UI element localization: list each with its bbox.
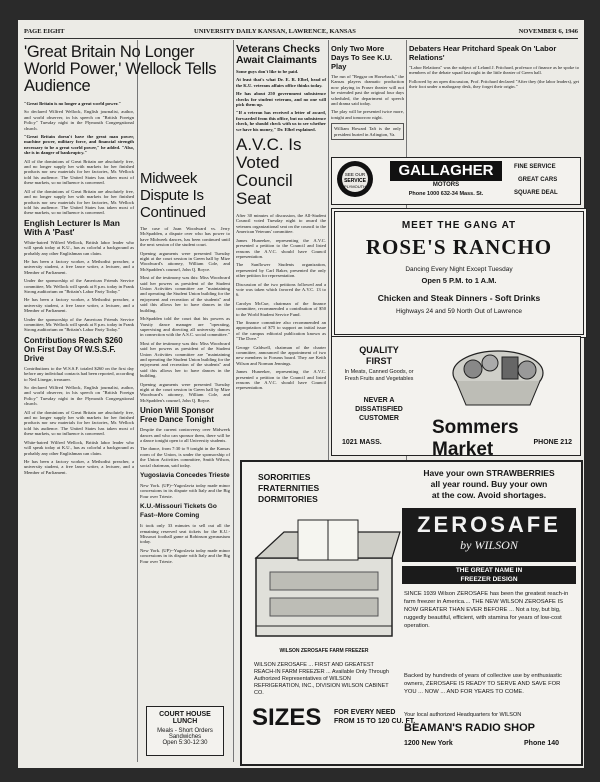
article-paragraph: "Labor Relations" was the subject of Leland J. Pritchard, professor of finance as he spoke to members of the debate squad last night in the little theater of Green hall.: [409, 65, 579, 76]
image-caption: WILSON ZEROSAFE FARM FREEZER: [279, 648, 369, 654]
list-item: FRATERNITIES: [258, 483, 320, 493]
article-paragraph: So declared Wilfred Wellock, English journalist, author, and world observer, in his speech on "British Foreign Policy" Tuesday night in the Plymouth Congregational church.: [24, 109, 134, 131]
dealer-note: Your local authorized Headquarters for WILSON: [404, 712, 522, 718]
article-paragraph: The run of "Beggar on Horseback," the Kansas players dramatic production now playing in Fraser theater will not be extended past the original four days scheduled, the department of speech and drama said today.: [331, 74, 404, 107]
freezer-illustration-icon: [250, 514, 398, 644]
headline-debaters: Debaters Hear Pritchard Speak On 'Labor Relations': [409, 44, 557, 62]
headline-midweek: Midweek Dispute Is Continued: [140, 170, 206, 221]
svg-text:SEE OUR: SEE OUR: [344, 172, 366, 177]
article-paragraph: The finance committee also recommended an appropriation of $75 to support an initial issue of the campus editorial publication known as "The Dove.": [236, 319, 326, 342]
ad-line: FINE SERVICE: [514, 164, 556, 170]
ad-body: Backed by hundreds of years of collective use by enthusiastic owners, ZEROSAFE IS READY TO SERVE AND SAVE FOR YOU ... NOW ... AND FOR YEARS TO COME.: [404, 673, 562, 695]
article-paragraph: William Howard Taft is the only president buried in Arlington, Va.: [331, 123, 404, 140]
subheadline: English Lecturer Is Man With A 'Past': [24, 217, 120, 237]
sizes-title: SIZES: [252, 704, 322, 731]
article-paragraph: "Great Britain doesn't have the great man power, machine power, military force, and financial strength necessary to be a great world power," he added. "Also, she is in danger of bankruptcy.": [24, 134, 134, 156]
article-paragraph: "Great Britain is no longer a great world power.": [24, 101, 121, 106]
article-paragraph: Under the sponsorship of the American Friends Service committee, Mr. Wellock will speak at 8 p.m. today in Frank Strong auditorium on "Britain's Labor Party Today.": [24, 278, 134, 294]
ad-address: 1021 MASS.: [342, 439, 382, 446]
article-paragraph: Followed by an open discussion, Prof. Pritchard declared "After they (the labor leaders), get their foot under a mahogany desk, they forget their origin.": [409, 78, 579, 90]
zerosafe-ad: [240, 460, 583, 766]
ad-line: Meals - Short Orders: [157, 728, 213, 734]
article-paragraph: He has been a factory worker, a Methodist preacher, a university student, a free lance writer, a lecturer, and a Member of Parliament.: [24, 458, 134, 475]
article-paragraph: At least that's what Dr. E. R. Elbel, head of the K.U. veterans affairs office thinks today.: [236, 77, 326, 88]
ad-caption: WILSON ZEROSAFE ... FIRST AND GREATEST REACH-IN FARM FREEZER ... Available Only Through Authorized Representatives of WILSON REFRIGERATION, INC., DIVISION WILSON CABINET CO.: [254, 662, 389, 696]
article-paragraph: So declared Wilfred Wellock, English journalist, author, and world observer, in his speech on "British Foreign Policy" Tuesday night in the Plymouth Congregational church.: [24, 385, 134, 407]
ad-line: Chicken and Steak Dinners - Soft Drinks: [377, 293, 541, 303]
article-paragraph: After 30 minutes of discussion, the All-Student Council voted Tuesday night to award the veterans organizational seat on the council to the American Veterans' committee.: [236, 213, 326, 235]
article-paragraph: All of the dominions of Great Britain are absolutely free, and no longer supply her with markets for her finished products nor raw materials for her factories, Mr. Wellock told his audience. The United States has taken most of these markets, so no influence is concerned.: [24, 188, 134, 216]
ad-line: FIRST: [366, 356, 392, 366]
article-paragraph: Most of the testimony was this: Miss Woodward said her powers as president of the Student Union Activities committee are "maintaining and operating the Student Union building for the enjoyment and recreation of the students" and said this allows her to have dances in the building.: [140, 275, 230, 313]
tagline: [402, 468, 576, 501]
article-paragraph: Some guys don't like to be paid.: [236, 69, 299, 74]
ad-line: CUSTOMER: [359, 415, 399, 422]
article-paragraph: New York. (UP)--Yugoslavia today made minor concessions in its dispute with Italy and the Big Four over Trieste.: [140, 483, 230, 499]
zerosafe-logo: ZEROSAFE by WILSON: [402, 508, 576, 562]
list-item: SORORITIES: [258, 472, 311, 482]
plymouth-badge-icon: [336, 160, 374, 198]
ad-line: Sandwiches: [168, 734, 202, 740]
ad-line: QUALITY: [359, 345, 399, 355]
dealer-phone: Phone 140: [524, 740, 560, 747]
article-paragraph: James Huneeker, representing the A.V.C. presented a petition to the Council and listed reasons the A.V.C. should have Council representation.: [236, 369, 326, 391]
ad-line: GREAT CARS: [518, 177, 558, 183]
slogan-bar: THE GREAT NAME IN FREEZER DESIGN: [402, 566, 576, 584]
ad-line: NEVER A: [363, 397, 395, 404]
article-paragraph: Discussion of the two petitions followed and a vote was taken which favored the A.V.C. 13 to 6.: [236, 281, 326, 298]
page-header: [24, 26, 578, 39]
dealer-name: BEAMAN'S RADIO SHOP: [404, 722, 535, 734]
article-paragraph: Carolyn McCue, chairman of the finance committee, recommended a contribution of $50 to the World Student Service Fund.: [236, 300, 326, 317]
ad-title: ROSE'S RANCHO: [365, 235, 553, 259]
article-paragraph: McSpadden told the court that his powers as Varsity dance manager are "operating, supervising and directing all university dances in connection with the A.S.C. social committee.": [140, 316, 230, 338]
ad-phone: Phone 1000 632-34 Mass. St.: [408, 191, 484, 197]
article-paragraph: The play will be presented twice more, tonight and tomorrow night.: [331, 109, 404, 120]
subheadline: Yugoslavia Concedes Trieste: [140, 472, 230, 480]
article-paragraph: Under the sponsorship of the American Friends Service committee, Mr. Wellock will speak at 8 p.m. today in Frank Strong auditorium on "Britain's Labor Party Today.": [24, 316, 134, 333]
page-number: PAGE EIGHT: [24, 28, 65, 35]
article-paragraph: All of the dominions of Great Britain are absolutely free, and no longer supply her with markets for her finished products nor raw materials for her factories, Mr. Wellock told his audience. The United States has taken most of these markets, so no influence is concerned.: [24, 409, 134, 437]
lead-headline: 'Great Britain No Longer World Power,' Wellock Tells Audience: [24, 43, 217, 95]
newspaper-page: [18, 20, 584, 768]
article-paragraph: George Caldwell, chairman of the charter committee, announced the appointment of two new members to Forums board. They are Keith Wilson and Norman Jennings.: [236, 344, 326, 366]
article-paragraph: He has been a factory worker, a Methodist preacher, a university student, a free lance writer, a lecturer, and a Member of Parliament.: [24, 297, 134, 314]
ad-body: SINCE 1939 Wilson ZEROSAFE has been the greatest reach-in farm freezer in America.... THE NEW WILSON ZEROSAFE IS NOW GREATER THAN EVER BEFORE ... Not a toy, but big, ruggedly beautiful, efficient, with stamina for years of low-cost operation.: [404, 591, 569, 629]
grocery-basket-icon: [428, 343, 568, 413]
headline-play: Only Two More Days To See K.U. Play: [331, 44, 393, 71]
article-paragraph: Despite the current controversy over Midweek dances and who can sponsor them, there will be a dance tonight open to all University students.: [140, 427, 230, 443]
ad-line: Highways 24 and 59 North Out of Lawrence: [395, 308, 523, 315]
article-paragraph: Opening arguments were presented Tuesday night at the court session in Green hall by Mize Woodward's attorney, William Cole, and McSpadden's counsel, John Q. Royce.: [140, 250, 230, 272]
ad-line: DISSATISFIED: [355, 406, 403, 413]
tagline-line: all year round. Buy your own: [430, 479, 548, 489]
svg-text:PLYMOUTH: PLYMOUTH: [344, 184, 366, 189]
article-paragraph: The case of Joan Woodward vs. Jerry McSpadden, a dispute over who has power to have Midweek dances, has been continued until the next session of the student court.: [140, 226, 230, 248]
subheadline: Contributions Reach $260 On First Day Of W.S.S.F. Drive: [24, 335, 123, 363]
gallagher-ad: [331, 157, 581, 205]
ad-line: MOTORS: [432, 182, 460, 188]
article-paragraph: It took only 33 minutes to sell out all the remaining reserved seat tickets for the K.U.-Missouri football game at Robinson gymnasium today.: [140, 523, 230, 545]
ad-title: Sommers Market: [432, 417, 519, 460]
article-paragraph: White-haired Wilfred Wellock, British labor leader who will speak today at K.U., has as colorful a background as probably any other Englishman can claim.: [24, 439, 134, 456]
article-paragraph: Opening arguments were presented Tuesday night at the court session in Green hall by Mize Woodward's attorney, William Cole, and McSpadden's counsel, John Q. Royce.: [140, 381, 230, 403]
article-paragraph: James Huneeker, representing the A.V.C. presented a petition to the Council and listed reasons the A.V.C. should have Council representation.: [236, 237, 326, 259]
roses-rancho-ad: [331, 208, 587, 338]
ad-line: Open 5 P.M. to 1 A.M.: [421, 276, 497, 285]
audience-list: [258, 472, 319, 505]
subheadline: Union Will Sponsor Free Dance Tonight: [140, 406, 215, 425]
article-paragraph: "If a veteran has received a letter of award, forwarded from this office, but no subsistence check, he should check with us to see whether we have his money," Dr. Elbel explained.: [236, 110, 326, 132]
ad-phone: PHONE 212: [533, 439, 572, 446]
article-paragraph: The dance, from 7:30 to 9 tonight in the Kansas room of the Union, is under the sponsorship of the Union Activities committee, Smith Wilson, social chairman, said today.: [140, 446, 230, 468]
article-paragraph: New York. (UP)--Yugoslavia today made minor concessions in its dispute with Italy and the Big Four over Trieste.: [140, 547, 230, 564]
article-paragraph: He has been a factory worker, a Methodist preacher, a university student, a free lance writer, a lecturer, and a Member of Parliament.: [24, 258, 134, 275]
ad-title: COURT HOUSE LUNCH: [159, 711, 211, 725]
ad-line: Open 5:30-12:30: [162, 740, 208, 746]
article-paragraph: He has about 250 government subsistence checks for student veterans, and no one will pick them up.: [236, 91, 326, 108]
ad-line: In Meats, Canned Goods, or Fresh Fruits and Vegetables: [344, 369, 414, 382]
headline-avc: A.V.C. Is Voted Council Seat: [236, 135, 302, 209]
ad-line: MEET THE GANG AT: [401, 220, 517, 231]
masthead: UNIVERSITY DAILY KANSAN, LAWRENCE, KANSAS: [194, 28, 356, 35]
sizes-desc: FOR EVERY NEED FROM 15 TO 120 CU. FT.: [334, 709, 416, 725]
tagline-line: Have your own STRAWBERRIES: [423, 468, 555, 478]
article-paragraph: Most of the testimony was this: Miss Woodward said her powers as president of the Student Union Activities committee are "maintaining and operating the Student Union building for the enjoyment and recreation of the students" and said this allows her to have dances in the building.: [140, 340, 230, 379]
gallagher-logo: GALLAGHER: [390, 161, 502, 181]
issue-date: NOVEMBER 6, 1946: [518, 28, 578, 35]
article-paragraph: Contributions to the W.S.S.F. totaled $260 on the first day before any individual contacts had been reported, according to Ned Linegar, treasurer.: [24, 365, 134, 382]
ad-line: SQUARE DEAL: [514, 190, 558, 196]
article-paragraph: White-haired Wilfred Wellock, British labor leader who will speak today at K.U., has as colorful a background as probably any other Englishman can claim.: [24, 239, 134, 256]
list-item: DORMITORIES: [258, 494, 318, 504]
subheadline: K.U.-Missouri Tickets Go Fast--More Coming: [140, 503, 217, 520]
svg-text:SERVICE: SERVICE: [344, 178, 366, 184]
court-house-lunch-ad: [146, 706, 224, 756]
article-paragraph: All of the dominions of Great Britain are absolutely free, and no longer supply her with markets for her finished products nor raw materials for her factories, Mr. Wellock told his audience. The United States has taken most of these markets, so no influence is concerned.: [24, 158, 134, 186]
dealer-address: 1200 New York: [404, 740, 453, 747]
tagline-line: at the cow. Avoid shortages.: [431, 490, 547, 500]
column-2: [140, 170, 230, 762]
sommers-market-ad: [331, 336, 581, 460]
ad-line: Dancing Every Night Except Tuesday: [405, 266, 513, 273]
article-paragraph: The Sunflower Students organization, represented by Carl Baker, presented the only other petition for representation.: [236, 262, 326, 279]
headline-veterans: Veterans Checks Await Claimants: [236, 43, 321, 66]
